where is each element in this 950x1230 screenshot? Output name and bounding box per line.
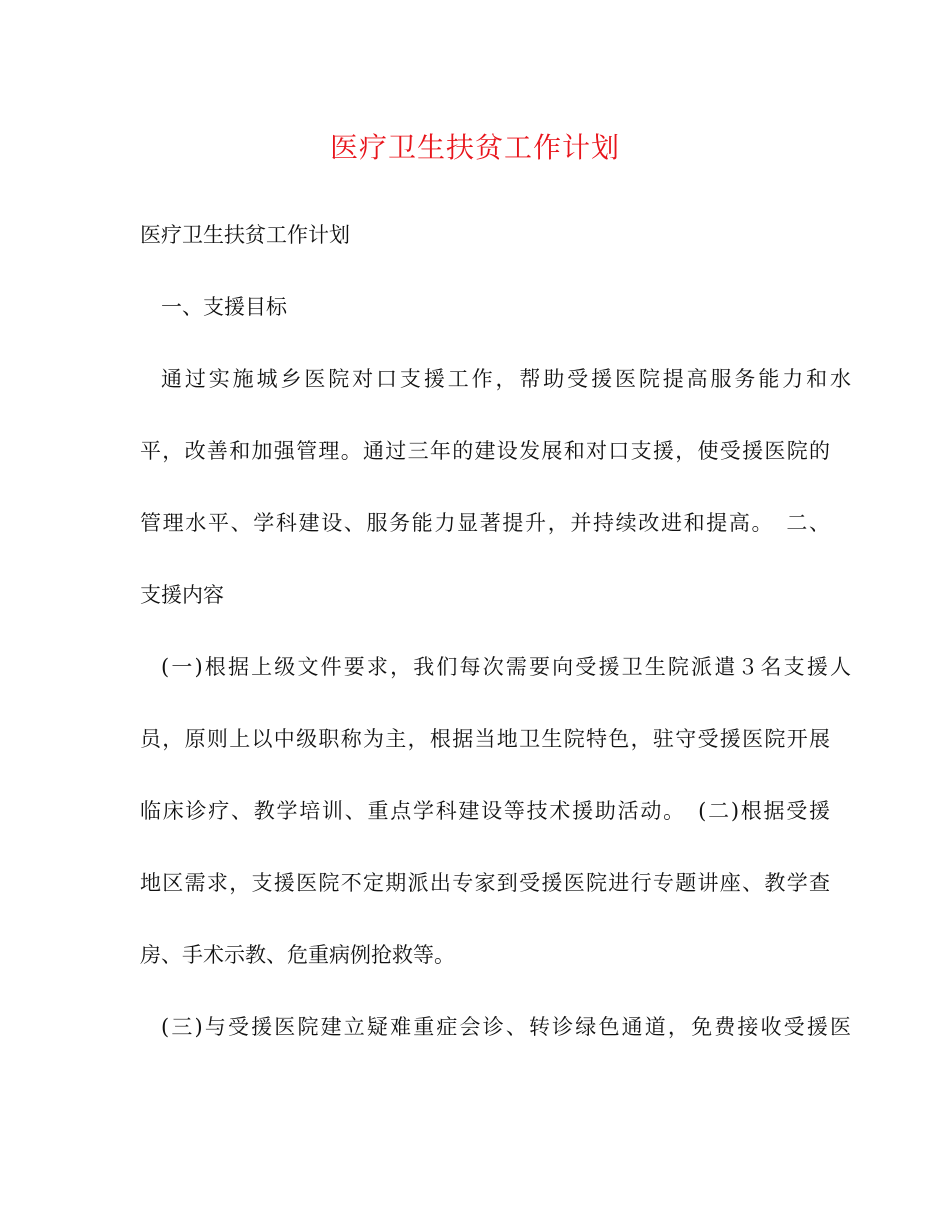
paragraph-line: 地区需求，支援医院不定期派出专家到受援医院进行专题讲座、教学查: [140, 871, 830, 895]
paragraph-line: 员，原则上以中级职称为主，根据当地卫生院特色，驻守受援医院开展: [140, 727, 830, 751]
paragraph-line: (三)与受援医院建立疑难重症会诊、转诊绿色通道，免费接收受援医: [161, 1015, 851, 1039]
paragraph-line: 通过实施城乡医院对口支援工作，帮助受援医院提高服务能力和水: [161, 367, 851, 391]
paragraph-line: 支援内容: [140, 583, 224, 607]
paragraph-line: (一)根据上级文件要求，我们每次需要向受援卫生院派遣３名支援人: [161, 655, 851, 679]
subtitle-line: 医疗卫生扶贫工作计划: [140, 223, 350, 247]
document-title: 医疗卫生扶贫工作计划: [329, 131, 620, 164]
paragraph-line: 管理水平、学科建设、服务能力显著提升，并持续改进和提高。 二、: [140, 511, 830, 535]
paragraph-line: 房、手术示教、危重病例抢救等。: [140, 943, 455, 967]
section-heading-1: 一、支援目标: [161, 295, 287, 319]
paragraph-line: 平，改善和加强管理。通过三年的建设发展和对口支援，使受援医院的: [140, 439, 830, 463]
paragraph-line: 临床诊疗、教学培训、重点学科建设等技术援助活动。 (二)根据受援: [140, 799, 830, 823]
